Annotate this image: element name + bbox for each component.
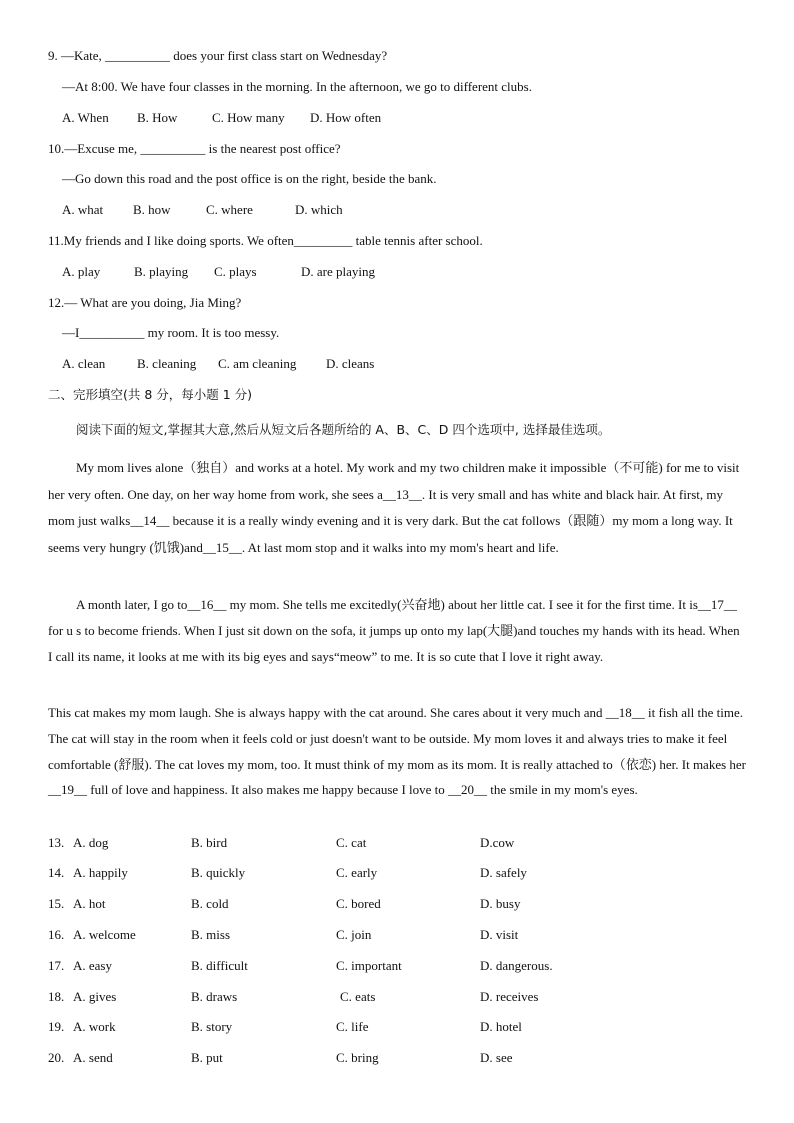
- choice-option-c: C. bring: [336, 1050, 379, 1065]
- section-heading: 二、完形填空(共 8 分，每小题 1 分): [48, 387, 253, 402]
- choice-option-a: A. welcome: [73, 927, 136, 942]
- question-9-prompt: 9. —Kate, __________ does your first class start on Wednesday?: [48, 48, 388, 63]
- passage-paragraph-3: This cat makes my mom laugh. She is always happy with the cat around. She cares about it very much and __18__ it fish all the time. The cat will stay in the room when it feels cold or just doesn't want to be outside. My mom loves it and always tries to make it feel comfortable (舒服). The cat loves my mom, too. It must think of my mom as its mom. It is really attached to（依恋) her. It makes her __19__ full of love and happiness. It also makes me happy because I love to __20__ the smile in my mom's eyes.: [48, 705, 747, 798]
- choice-option-b: B. bird: [191, 835, 228, 850]
- passage-paragraph-2: A month later, I go to__16__ my mom. She tells me excitedly(兴奋地) about her little cat. I see it for the first time. It is__17__ for u s to become friends. When I just sit down on the sofa, it jumps up onto my lap(大腿)and touches my hands with its head. When I call its name, it looks at me with its big eyes and says“meow” to me. It is so cute that I love it right away.: [48, 597, 740, 664]
- q11-option-c: C. plays: [214, 264, 257, 279]
- q10-option-d: D. which: [295, 202, 343, 217]
- q12-option-c: C. am cleaning: [218, 356, 297, 371]
- question-9-answer-line: —At 8:00. We have four classes in the morning. In the afternoon, we go to different clubs.: [62, 79, 532, 94]
- q10-option-b: B. how: [133, 202, 171, 217]
- choice-option-d: D. visit: [480, 927, 519, 942]
- choice-option-b: B. story: [191, 1019, 233, 1034]
- choice-number: 15.: [48, 896, 65, 911]
- choice-option-c: C. early: [336, 865, 378, 880]
- choice-option-c: C. join: [336, 927, 372, 942]
- choice-option-b: B. draws: [191, 989, 238, 1004]
- choice-number: 16.: [48, 927, 65, 942]
- q9-option-d: D. How often: [310, 110, 382, 125]
- choice-option-c: C. eats: [340, 989, 376, 1004]
- q12-option-a: A. clean: [62, 356, 106, 371]
- q10-option-c: C. where: [206, 202, 253, 217]
- choice-number: 18.: [48, 989, 65, 1004]
- choice-number: 13.: [48, 835, 65, 850]
- q11-option-b: B. playing: [134, 264, 189, 279]
- choice-option-a: A. easy: [73, 958, 112, 973]
- choice-option-c: C. life: [336, 1019, 369, 1034]
- q9-option-a: A. When: [62, 110, 109, 125]
- choice-option-b: B. cold: [191, 896, 229, 911]
- section-instruction: 阅读下面的短文,掌握其大意,然后从短文后各题所给的 A、B、C、D 四个选项中, 选择最佳选项。: [76, 422, 611, 437]
- choice-option-a: A. gives: [73, 989, 117, 1004]
- question-11-prompt: 11.My friends and I like doing sports. We often_________ table tennis after school.: [48, 233, 483, 248]
- choice-option-c: C. cat: [336, 835, 367, 850]
- choice-option-b: B. difficult: [191, 958, 248, 973]
- choice-option-d: D.cow: [480, 835, 515, 850]
- question-10-prompt: 10.—Excuse me, __________ is the nearest post office?: [48, 141, 341, 156]
- choice-option-a: A. dog: [73, 835, 109, 850]
- q11-option-a: A. play: [62, 264, 101, 279]
- choice-option-b: B. miss: [191, 927, 231, 942]
- question-12-answer-line: —I__________ my room. It is too messy.: [62, 325, 280, 340]
- choice-number: 17.: [48, 958, 65, 973]
- choice-option-d: D. dangerous.: [480, 958, 553, 973]
- passage-paragraph-1: My mom lives alone（独自）and works at a hotel. My work and my two children make it impossible（不可能) for me to visit her very often. One day, on her way home from work, she sees a__13__. It is very small and has white and black hair. At first, my mom just walks__14__ because it is a really windy evening and it is very dark. But the cat follows（跟随）my mom a long way. It seems very hungry (饥饿)and__15__. At last mom stop and it walks into my mom's heart and life.: [48, 460, 740, 555]
- question-10-answer-line: —Go down this road and the post office is on the right, beside the bank.: [62, 171, 437, 186]
- choice-option-b: B. put: [191, 1050, 223, 1065]
- choice-option-d: D. see: [480, 1050, 513, 1065]
- choice-option-d: D. safely: [480, 865, 527, 880]
- choice-option-d: D. busy: [480, 896, 521, 911]
- choice-option-d: D. receives: [480, 989, 539, 1004]
- q9-option-c: C. How many: [212, 110, 285, 125]
- choice-option-c: C. bored: [336, 896, 381, 911]
- choice-number: 14.: [48, 865, 65, 880]
- choice-option-a: A. happily: [73, 865, 128, 880]
- choice-option-a: A. work: [73, 1019, 116, 1034]
- q12-option-b: B. cleaning: [137, 356, 197, 371]
- choice-option-c: C. important: [336, 958, 402, 973]
- choice-option-d: D. hotel: [480, 1019, 522, 1034]
- choice-option-b: B. quickly: [191, 865, 246, 880]
- choice-option-a: A. hot: [73, 896, 106, 911]
- choice-number: 19.: [48, 1019, 65, 1034]
- choice-number: 20.: [48, 1050, 65, 1065]
- q11-option-d: D. are playing: [301, 264, 376, 279]
- q12-option-d: D. cleans: [326, 356, 375, 371]
- q9-option-b: B. How: [137, 110, 178, 125]
- question-12-prompt: 12.— What are you doing, Jia Ming?: [48, 295, 242, 310]
- choice-option-a: A. send: [73, 1050, 113, 1065]
- q10-option-a: A. what: [62, 202, 104, 217]
